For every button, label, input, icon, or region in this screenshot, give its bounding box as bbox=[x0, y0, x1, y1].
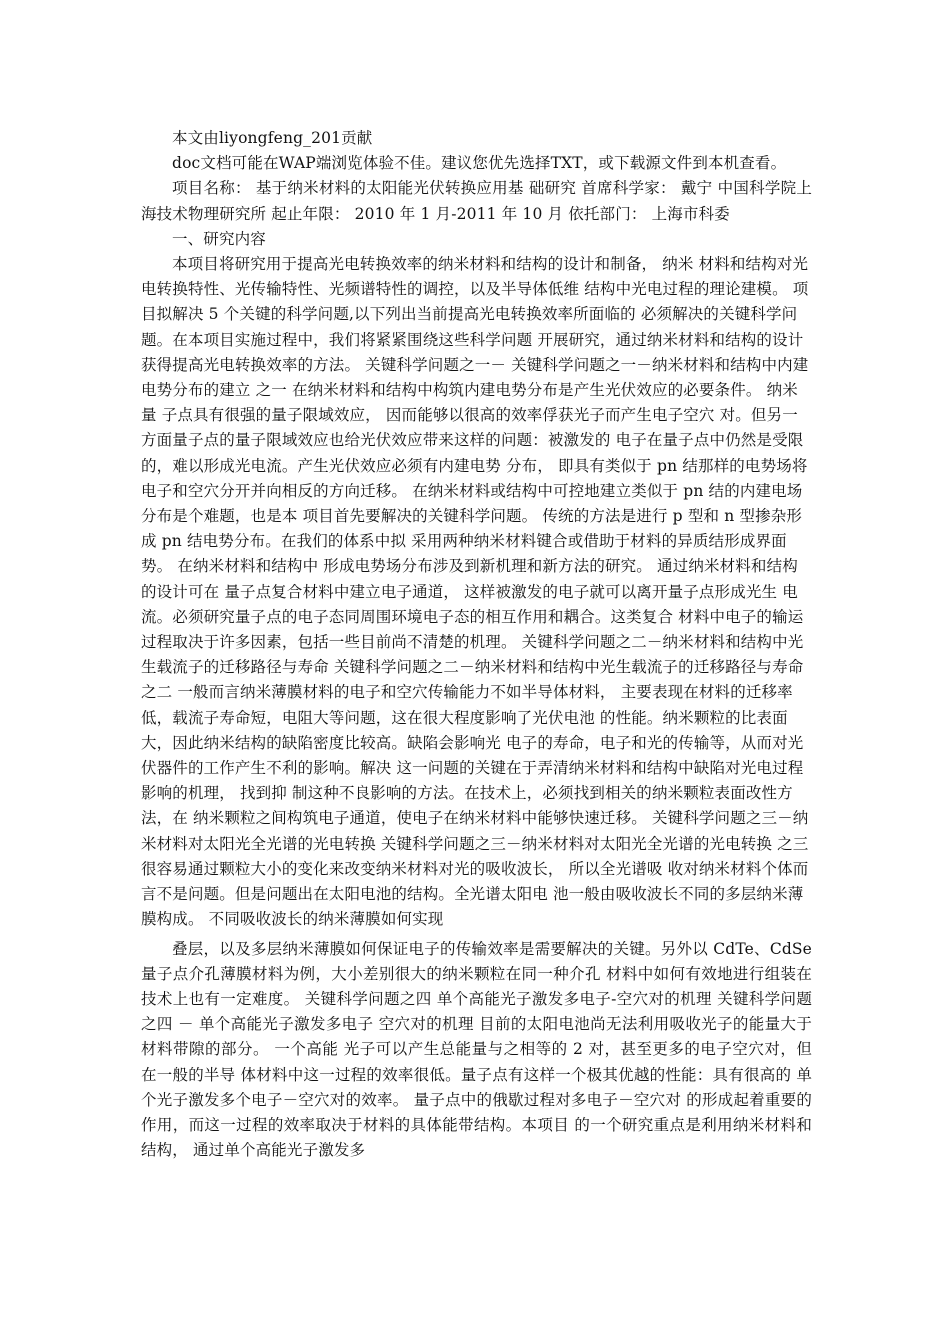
document-page bbox=[141, 126, 812, 1163]
body-paragraph-1: 本项目将研究用于提高光电转换效率的纳米材料和结构的设计和制备， 纳米 材料和结构对光电转换特性、光传输特性、光频谱特性的调控，以及半导体低维 结构中光电过程的理论建模。 项目拟解决 5 个关键的科学问题,以下列出当前提高光电转换效率所面临的 必须解决的关键科学问题。在本项目实施过程中，我们将紧紧围绕这些科学问题 开展研究，通过纳米材料和结构的设计获得提高光电转换效率的方法。 关键科学问题之一－ 关键科学问题之一－纳米材料和结构中内建电势分布的建立 之一 在纳米材料和结构中构筑内建电势分布是产生光伏效应的必要条件。 纳米量 子点具有很强的量子限域效应， 因而能够以很高的效率俘获光子而产生电子空穴 对。但另一方面量子点的量子限域效应也给光伏效应带来这样的问题：被激发的 电子在量子点中仍然是受限的，难以形成光电流。产生光伏效应必须有内建电势 分布， 即具有类似于 pn 结那样的电势场将电子和空穴分开并向相反的方向迁移。 在纳米材料或结构中可控地建立类似于 pn 结的内建电场分布是个难题，也是本 项目首先要解决的关键科学问题。 传统的方法是进行 p 型和 n 型掺杂形成 pn 结电势分布。在我们的体系中拟 采用两种纳米材料键合或借助于材料的异质结形成界面势。 在纳米材料和结构中 形成电势场分布涉及到新机理和新方法的研究。 通过纳米材料和结构的设计可在 量子点复合材料中建立电子通道， 这样被激发的电子就可以离开量子点形成光生 电流。必须研究量子点的电子态同周围环境电子态的相互作用和耦合。这类复合 材料中电子的输运过程取决于许多因素，包括一些目前尚不清楚的机理。 关键科学问题之二－纳米材料和结构中光生载流子的迁移路径与寿命 关键科学问题之二－纳米材料和结构中光生载流子的迁移路径与寿命 之二 一般而言纳米薄膜材料的电子和空穴传输能力不如半导体材料， 主要表现在材料的迁移率低，载流子寿命短，电阻大等问题，这在很大程度影响了光伏电池 的性能。纳米颗粒的比表面大，因此纳米结构的缺陷密度比较高。缺陷会影响光 电子的寿命，电子和光的传输等，从而对光伏器件的工作产生不利的影响。解决 这一问题的关键在于弄清纳米材料和结构中缺陷对光电过程影响的机理， 找到抑 制这种不良影响的方法。在技术上，必须找到相关的纳米颗粒表面改性方法，在 纳米颗粒之间构筑电子通道，使电子在纳米材料中能够快速迁移。 关键科学问题之三－纳米材料对太阳光全光谱的光电转换 关键科学问题之三－纳米材料对太阳光全光谱的光电转换 之三 很容易通过颗粒大小的变化来改变纳米材料对光的吸收波长， 所以全光谱吸 收对纳米材料个体而言不是问题。但是问题出在太阳电池的结构。全光谱太阳电 池一般由吸收波长不同的多层纳米薄膜构成。 不同吸收波长的纳米薄膜如何实现 bbox=[141, 255, 809, 929]
contributor-line: 本文由liyongfeng_201贡献 bbox=[172, 129, 373, 147]
body-paragraph-2: 叠层，以及多层纳米薄膜如何保证电子的传输效率是需要解决的关键。另外以 CdTe、CdSe 量子点介孔薄膜材料为例，大小差别很大的纳米颗粒在同一种介孔 材料中如何有效地进行组装在技术上也有一定难度。 关键科学问题之四 单个高能光子激发多电子-空穴对的机理 关键科学问题之四 － 单个高能光子激发多电子 空穴对的机理 目前的太阳电池尚无法利用吸收光子的能量大于材料带隙的部分。 一个高能 光子可以产生总能量与之相等的 2 对，甚至更多的电子空穴对，但在一般的半导 体材料中这一过程的效率很低。量子点有这样一个极其优越的性能：具有很高的 单个光子激发多个电子－空穴对的效率。 量子点中的俄歇过程对多电子－空穴对 的形成起着重要的作用，而这一过程的效率取决于材料的具体能带结构。本项目 的一个研究重点是利用纳米材料和结构， 通过单个高能光子激发多 bbox=[141, 939, 812, 1160]
section-heading: 一、研究内容 bbox=[172, 229, 266, 248]
project-info-paragraph: 项目名称： 基于纳米材料的太阳能光伏转换应用基 础研究 首席科学家： 戴宁 中国科学院上海技术物理研究所 起止年限： 2010 年 1 月-2011 年 10 月 依托部门： 上海市科委 bbox=[141, 179, 812, 223]
notice-line: doc文档可能在WAP端浏览体验不佳。建议您优先选择TXT，或下载源文件到本机查看。 bbox=[172, 154, 787, 173]
